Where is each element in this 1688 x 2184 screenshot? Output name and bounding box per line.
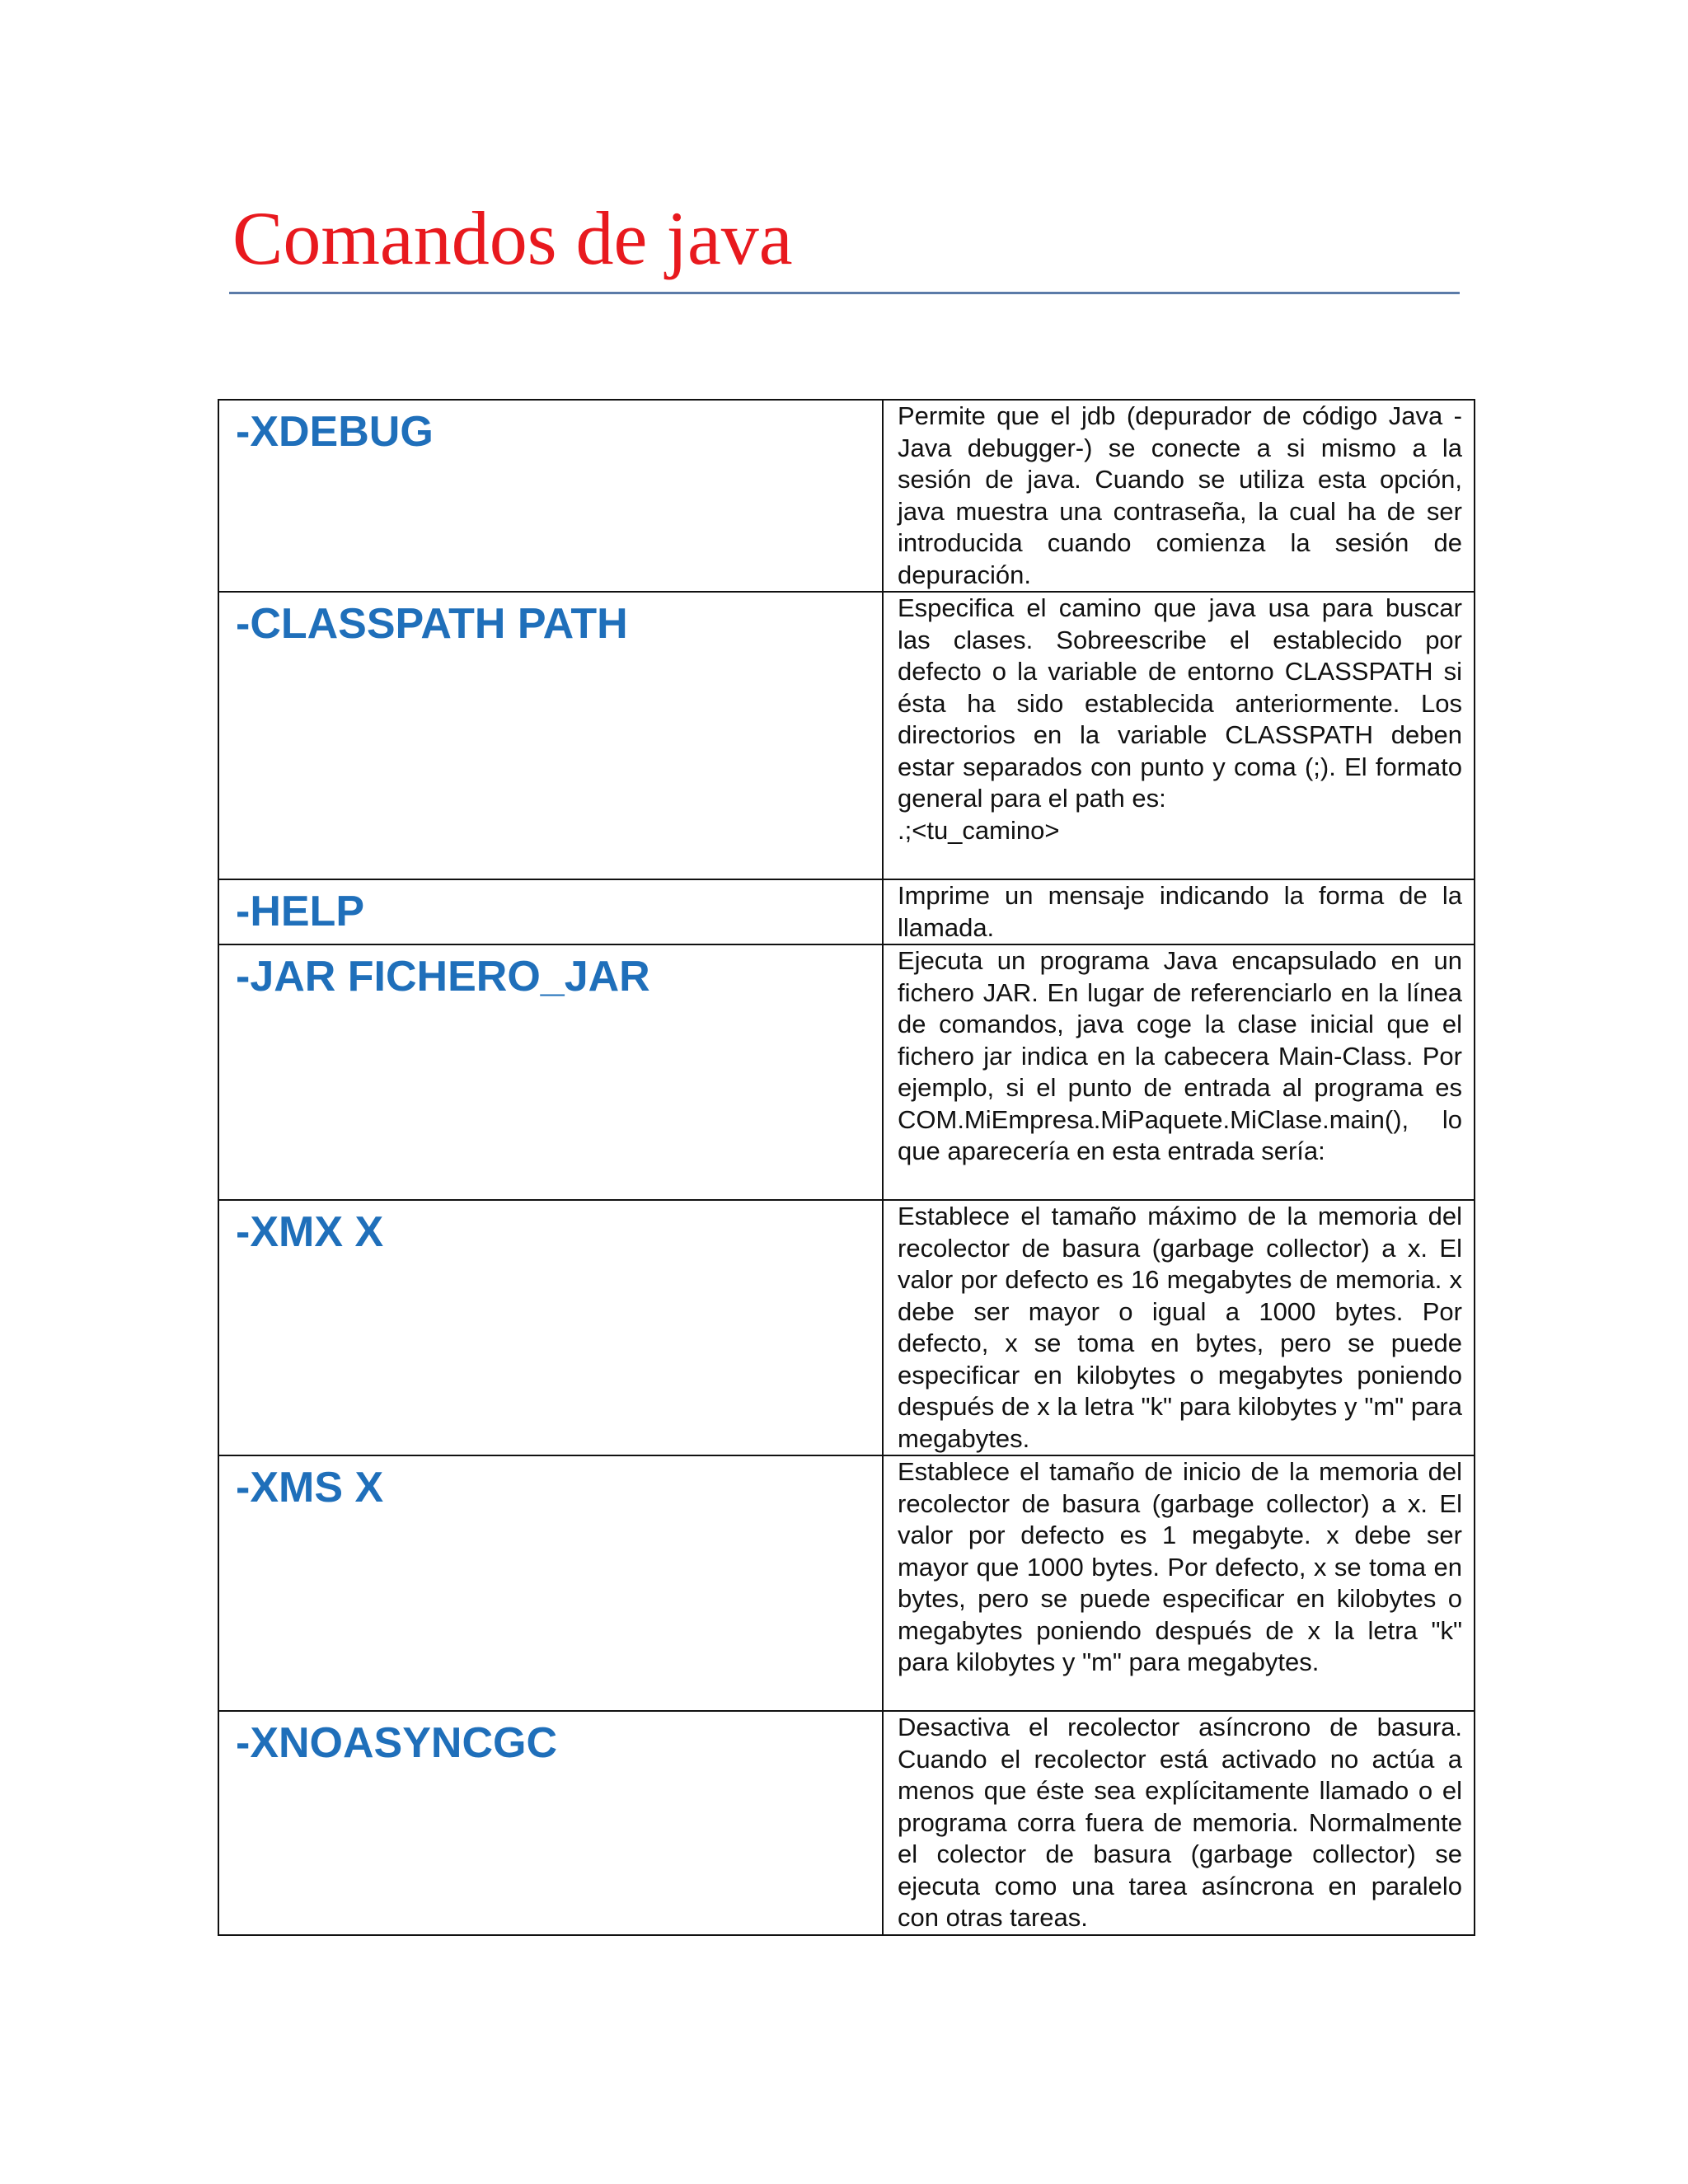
description-cell <box>883 879 1475 944</box>
description-cell <box>883 1455 1475 1711</box>
command-cell <box>218 400 883 592</box>
command-name: -CLASSPATH PATH <box>236 600 628 648</box>
command-cell <box>218 1200 883 1455</box>
command-description: Especifica el camino que java usa para buscar las clases. Sobreescribe el establecido por defecto o la variable de entorno CLASSPATH si ésta ha sido establecida anteriormente. Los directorios en la variable CLASSPATH deben estar separados con punto y coma (;). El formato general para el path es: .;<tu_camino> <box>898 593 1462 845</box>
command-cell <box>218 944 883 1200</box>
page-title: Comandos de java <box>232 196 793 280</box>
command-name: -XMS X <box>236 1464 384 1511</box>
description-cell <box>883 592 1475 879</box>
command-description: Permite que el jdb (depurador de código Java -Java debugger-) se conecte a si mismo a la sesión de java. Cuando se utiliza esta opción, java muestra una contraseña, la cual ha de ser introducida cuando comienza la sesión de depuración. <box>898 401 1462 589</box>
command-cell <box>218 1711 883 1935</box>
command-name: -XDEBUG <box>236 408 434 456</box>
command-name: -HELP <box>236 888 364 935</box>
table-row <box>218 1200 1475 1455</box>
table-row <box>218 1711 1475 1935</box>
description-cell <box>883 400 1475 592</box>
table-row <box>218 592 1475 879</box>
command-description: Establece el tamaño máximo de la memoria del recolector de basura (garbage collector) a x. El valor por defecto es 16 megabytes de memoria. x debe ser mayor o igual a 1000 bytes. Por defecto, x se toma en bytes, pero se puede especificar en kilobytes o megabytes poniendo después de x la letra "k" para kilobytes y "m" para megabytes. <box>898 1202 1462 1453</box>
command-name: -XNOASYNCGC <box>236 1719 558 1767</box>
title-underline <box>229 292 1460 294</box>
table-row <box>218 400 1475 592</box>
table-row <box>218 879 1475 944</box>
description-cell <box>883 1711 1475 1935</box>
command-description: Ejecuta un programa Java encapsulado en un fichero JAR. En lugar de referenciarlo en la línea de comandos, java coge la clase inicial que el fichero jar indica en la cabecera Main-Class. Por ejemplo, si el punto de entrada al programa es COM.MiEmpresa.MiPaquete.MiClase.main(), lo que aparecería en esta entrada sería: <box>898 946 1462 1165</box>
command-cell <box>218 1455 883 1711</box>
command-description: Establece el tamaño de inicio de la memoria del recolector de basura (garbage collector) a x. El valor por defecto es 1 megabyte. x debe ser mayor que 1000 bytes. Por defecto, x se toma en bytes, pero se puede especificar en kilobytes o megabytes poniendo después de x la letra "k" para kilobytes y "m" para megabytes. <box>898 1457 1462 1676</box>
table-row <box>218 944 1475 1200</box>
command-cell <box>218 879 883 944</box>
command-cell <box>218 592 883 879</box>
command-name: -JAR FICHERO_JAR <box>236 953 650 1001</box>
command-description: Imprime un mensaje indicando la forma de la llamada. <box>898 881 1462 942</box>
command-description: Desactiva el recolector asíncrono de basura. Cuando el recolector está activado no actúa a menos que éste sea explícitamente llamado o el programa corra fuera de memoria. Normalmente el colector de basura (garbage collector) se ejecuta como una tarea asíncrona en paralelo con otras tareas. <box>898 1713 1462 1932</box>
description-cell <box>883 1200 1475 1455</box>
table-row <box>218 1455 1475 1711</box>
description-cell <box>883 944 1475 1200</box>
commands-table <box>218 399 1475 1936</box>
command-name: -XMX X <box>236 1208 384 1256</box>
